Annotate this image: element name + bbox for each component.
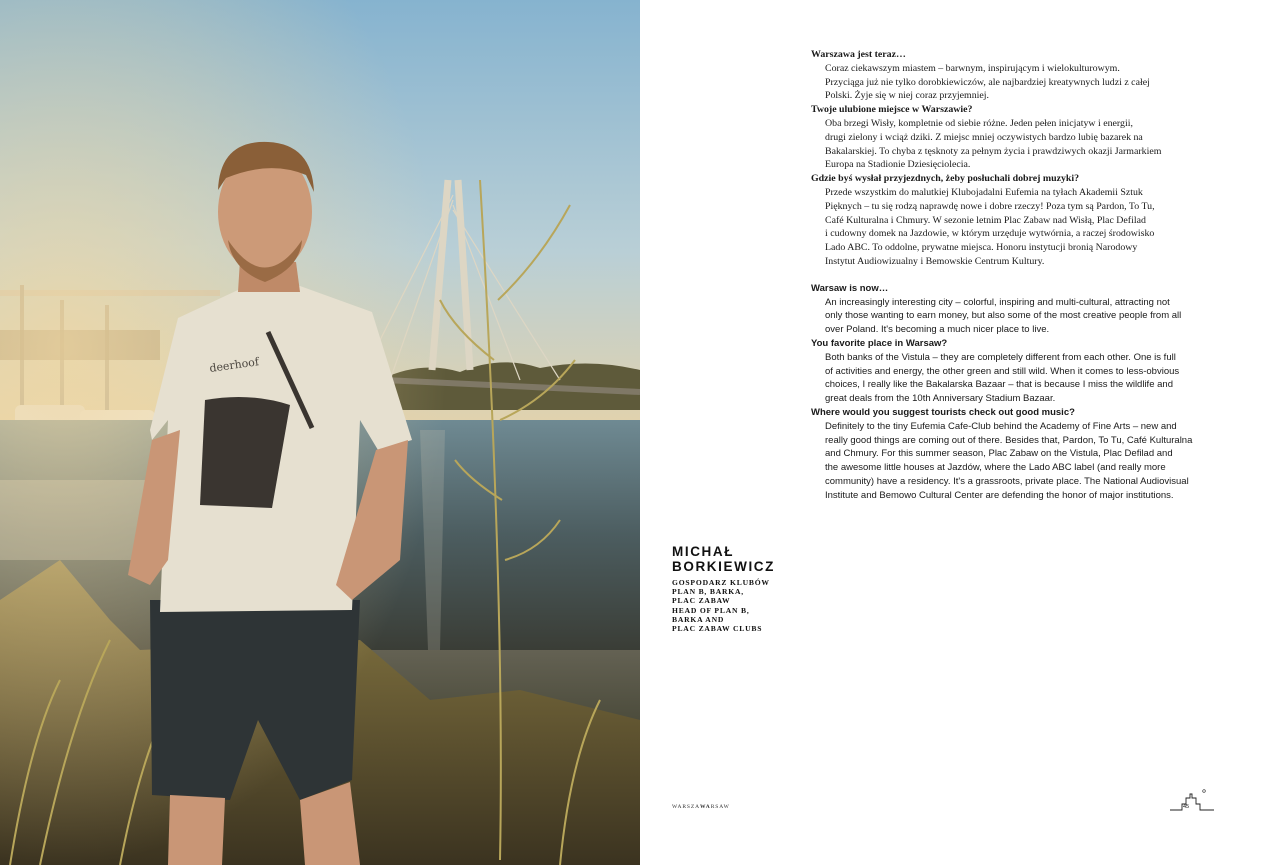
answer-line: community) have a residency. It's a grassroots, private place. The National Audiovisual — [825, 475, 1189, 487]
answer-line: Oba brzegi Wisły, kompletnie od siebie różne. Jeden pełen inicjatyw i energii, — [825, 117, 1133, 129]
leg-left — [168, 795, 225, 865]
person-first-name: MICHAŁ — [672, 544, 735, 559]
answer-line: Café Kulturalna i Chmury. W sezonie letnim Plac Zabaw nad Wisłą, Plac Defilad — [825, 214, 1146, 226]
answer-line: drugi zielony i wciąż dziki. Z miejsc mniej oczywistych bardzo lubię bazarek na — [825, 131, 1143, 143]
person-name — [672, 544, 775, 574]
answer-line: and Chmury. For this summer season, Plac Zabaw on the Vistula, Plac Defilad and — [825, 448, 1173, 460]
qa-block — [811, 172, 1231, 269]
role-line: PLAC ZABAW — [672, 596, 731, 606]
interview-english — [811, 282, 1231, 503]
question: Where would you suggest tourists check out good music? — [811, 406, 1075, 418]
question: You favorite place in Warsaw? — [811, 337, 948, 349]
answer-line: Institute and Bemowo Cultural Center are defending the honor of major institutions. — [825, 489, 1174, 501]
text-page — [640, 0, 1280, 865]
answer-line: Lado ABC. To oddolne, prywatne miejsca. Honoru instytucji bronią Narodowy — [825, 242, 1138, 254]
answer-line: Przede wszystkim do malutkiej Klubojadalni Eufemia na tyłach Akademii Sztuk — [825, 186, 1143, 198]
question: Warsaw is now… — [811, 282, 889, 294]
answer-line: choices, I really like the Bakalarska Bazaar – that is because I miss the wildlife and — [825, 379, 1173, 391]
answer-line: great deals from the 10th Anniversary Stadium Bazaar. — [825, 393, 1056, 405]
qa-block — [811, 337, 1231, 406]
brand-part-bold: WA — [700, 804, 711, 810]
answer-line: Definitely to the tiny Eufemia Cafe-Club behind the Academy of Fine Arts – new and — [825, 420, 1177, 432]
answer-line: really good things are coming out of there. Besides that, Pardon, To Tu, Café Kulturalna — [825, 434, 1193, 446]
t-shirt-text: deerhoof — [208, 355, 260, 375]
interview — [811, 48, 1231, 503]
brand-part: WARSZA — [672, 804, 701, 810]
answer-line: Bakalarskiej. To chyba z tęsknoty za pełnym życia i prawdziwych okazji Jarmarkiem — [825, 145, 1162, 157]
answer-line: the awesome little houses at Jazdów, where the Lado ABC label (and really more — [825, 462, 1166, 474]
answer-line: An increasingly interesting city – colorful, inspiring and multi-cultural, attracting not — [825, 296, 1170, 308]
answer-line: Pięknych – tu się rodzą naprawdę nowe i dobre rzeczy! Poza tym są Pardon, To Tu, — [825, 200, 1155, 212]
answer-line: Polski. Żyje się w niej coraz przyjemniej. — [825, 90, 989, 102]
role-line: GOSPODARZ KLUBÓW — [672, 578, 770, 587]
answer-line: over Poland. It's becoming a much nicer place to live. — [825, 324, 1050, 336]
footer-brand — [672, 804, 730, 810]
role-line: BARKA AND — [672, 614, 725, 624]
role-line: PLAC ZABAW CLUBS — [672, 624, 763, 634]
role-line: PLAN B, BARKA, — [672, 587, 744, 597]
answer-line: Instytut Audiowizualny i Bemowskie Centrum Kultury. — [825, 255, 1045, 267]
brand-part: RSAW — [710, 804, 730, 810]
answer-line: i cudowny domek na Jazdowie, w którym urzęduje wytwórnia, a raczej środowisko — [825, 228, 1155, 240]
qa-block — [811, 282, 1231, 337]
question: Gdzie byś wysłał przyjezdnych, żeby posłuchali dobrej muzyki? — [811, 173, 1080, 185]
qa-block — [811, 48, 1231, 103]
answer-line: Both banks of the Vistula – they are completely different from each other. One is full — [825, 351, 1176, 363]
answer-line: Europa na Stadionie Dziesięciolecia. — [825, 159, 971, 171]
question: Twoje ulubione miejsce w Warszawie? — [811, 104, 973, 116]
qa-block — [811, 406, 1231, 503]
skyline-logo-icon — [1168, 788, 1216, 812]
page-number: 45 — [1183, 804, 1190, 810]
person-role — [672, 578, 770, 633]
qa-block — [811, 103, 1231, 172]
person-last-name: BORKIEWICZ — [672, 559, 775, 574]
answer-line: Przyciąga już nie tylko dorobkiewiczów, ale najbardziej kreatywnych ludzi z całej — [825, 76, 1150, 88]
question: Warszawa jest teraz… — [811, 49, 906, 60]
answer-line: Coraz ciekawszym miastem – barwnym, inspirującym i wielokulturowym. — [825, 62, 1120, 74]
interview-polish — [811, 48, 1231, 269]
answer-line: of activities and energy, the other green and still wild. When it comes to less-obvious — [825, 365, 1180, 377]
role-line: HEAD OF PLAN B, — [672, 605, 750, 615]
answer-line: only those wanting to earn money, but also some of the most creative people from all — [825, 310, 1182, 322]
